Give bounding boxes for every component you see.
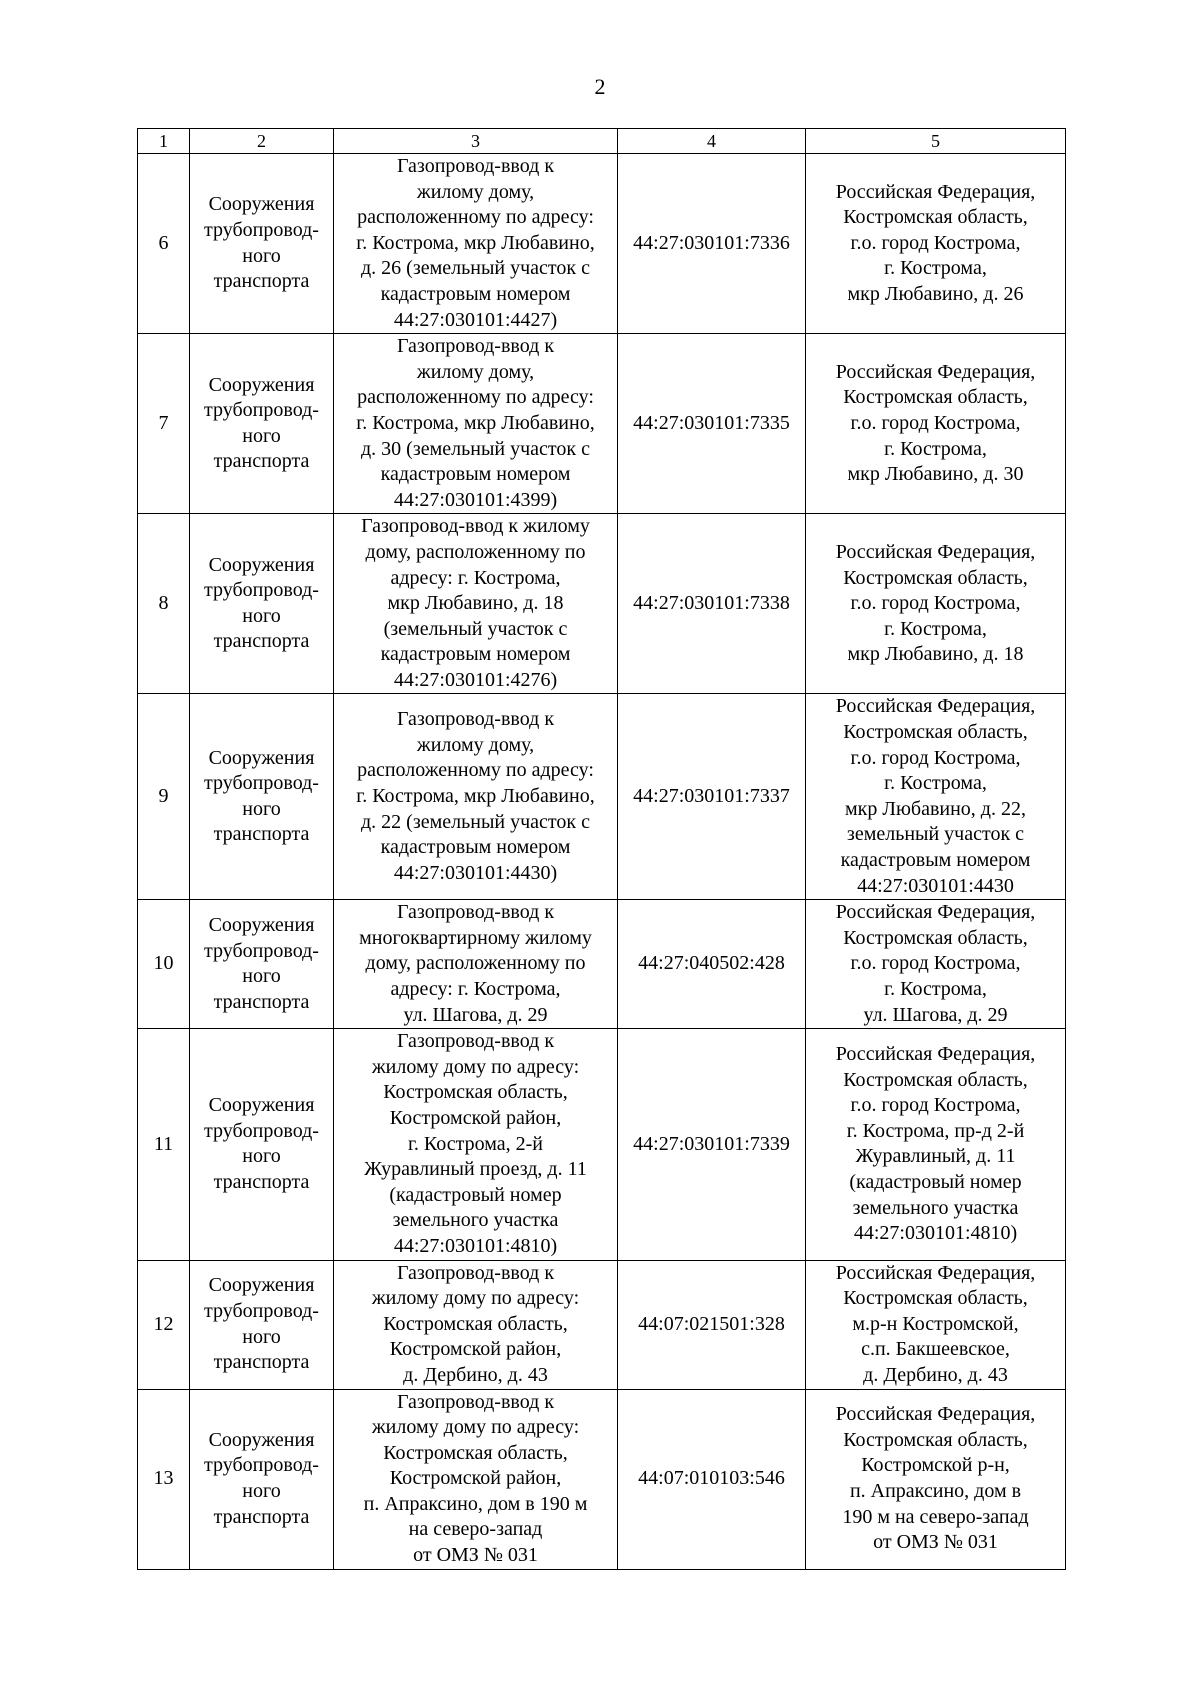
table-row	[138, 154, 1066, 334]
object-type-cell: Сооружения трубопровод- ного транспорта	[190, 154, 334, 334]
cadastral-number-cell: 44:27:030101:7336	[618, 154, 806, 334]
object-description-cell: Газопровод-ввод к жилому дому по адресу: Костромская область, Костромской район, г. Кострома, 2-й Журавлиный проезд, д. 11 (кадастровый номер земельного участка 44:27:030101:4810)	[334, 1029, 618, 1260]
table-row	[138, 514, 1066, 694]
row-number-cell: 7	[138, 334, 190, 514]
object-type-cell: Сооружения трубопровод- ного транспорта	[190, 514, 334, 694]
object-address-cell: Российская Федерация, Костромская область, Костромской р-н, п. Апраксино, дом в 190 м на северо-запад от ОМЗ № 031	[806, 1389, 1066, 1569]
object-type-cell: Сооружения трубопровод- ного транспорта	[190, 1260, 334, 1389]
object-description-cell: Газопровод-ввод к жилому дому по адресу: Костромская область, Костромской район, д. Дербино, д. 43	[334, 1260, 618, 1389]
object-address-cell: Российская Федерация, Костромская область, г.о. город Кострома, г. Кострома, мкр Любавино, д. 18	[806, 514, 1066, 694]
row-number-cell: 13	[138, 1389, 190, 1569]
object-address-cell: Российская Федерация, Костромская область, г.о. город Кострома, г. Кострома, мкр Любавино, д. 22, земельный участок с кадастровым номером 44:27:030101:4430	[806, 694, 1066, 900]
table-row	[138, 334, 1066, 514]
object-type-cell: Сооружения трубопровод- ного транспорта	[190, 334, 334, 514]
column-number: 4	[618, 129, 806, 154]
table-row	[138, 694, 1066, 900]
column-number: 3	[334, 129, 618, 154]
object-description-cell: Газопровод-ввод к жилому дому, расположенному по адресу: г. Кострома, мкр Любавино, д. 30 (земельный участок с кадастровым номером 44:27:030101:4399)	[334, 334, 618, 514]
table-row	[138, 1389, 1066, 1569]
object-description-cell: Газопровод-ввод к жилому дому, расположенному по адресу: г. Кострома, мкр Любавино, д. 18 (земельный участок с кадастровым номером 44:27:030101:4276)	[334, 514, 618, 694]
object-type-cell: Сооружения трубопровод- ного транспорта	[190, 1029, 334, 1260]
cadastral-number-cell: 44:27:030101:7337	[618, 694, 806, 900]
object-type-cell: Сооружения трубопровод- ного транспорта	[190, 900, 334, 1029]
object-description-cell: Газопровод-ввод к жилому дому по адресу: Костромская область, Костромской район, п. Апраксино, дом в 190 м на северо-запад от ОМЗ № 031	[334, 1389, 618, 1569]
object-address-cell: Российская Федерация, Костромская область, м.р-н Костромской, с.п. Бакшеевское, д. Дербино, д. 43	[806, 1260, 1066, 1389]
cadastral-number-cell: 44:07:021501:328	[618, 1260, 806, 1389]
object-address-cell: Российская Федерация, Костромская область, г.о. город Кострома, г. Кострома, пр-д 2-й Журавлиный, д. 11 (кадастровый номер земельного участка 44:27:030101:4810)	[806, 1029, 1066, 1260]
cadastral-number-cell: 44:27:030101:7338	[618, 514, 806, 694]
row-number-cell: 9	[138, 694, 190, 900]
object-description-cell: Газопровод-ввод к многоквартирному жилому дому, расположенному по адресу: г. Кострома, ул. Шагова, д. 29	[334, 900, 618, 1029]
row-number-cell: 6	[138, 154, 190, 334]
object-address-cell: Российская Федерация, Костромская область, г.о. город Кострома, г. Кострома, мкр Любавино, д. 26	[806, 154, 1066, 334]
cadastral-number-cell: 44:27:030101:7339	[618, 1029, 806, 1260]
cadastral-number-cell: 44:27:040502:428	[618, 900, 806, 1029]
object-type-cell: Сооружения трубопровод- ного транспорта	[190, 694, 334, 900]
object-description-cell: Газопровод-ввод к жилому дому, расположенному по адресу: г. Кострома, мкр Любавино, д. 26 (земельный участок с кадастровым номером 44:27:030101:4427)	[334, 154, 618, 334]
table-row	[138, 1260, 1066, 1389]
cadastral-number-cell: 44:07:010103:546	[618, 1389, 806, 1569]
table-row	[138, 1029, 1066, 1260]
object-address-cell: Российская Федерация, Костромская область, г.о. город Кострома, г. Кострома, мкр Любавино, д. 30	[806, 334, 1066, 514]
row-number-cell: 11	[138, 1029, 190, 1260]
table-row	[138, 900, 1066, 1029]
registry-table	[137, 128, 1066, 1570]
object-address-cell: Российская Федерация, Костромская область, г.о. город Кострома, г. Кострома, ул. Шагова, д. 29	[806, 900, 1066, 1029]
column-number-row	[138, 129, 1066, 154]
row-number-cell: 8	[138, 514, 190, 694]
object-type-cell: Сооружения трубопровод- ного транспорта	[190, 1389, 334, 1569]
column-number: 2	[190, 129, 334, 154]
page-number: 2	[594, 74, 606, 99]
row-number-cell: 12	[138, 1260, 190, 1389]
column-number: 1	[138, 129, 190, 154]
row-number-cell: 10	[138, 900, 190, 1029]
object-description-cell: Газопровод-ввод к жилому дому, расположенному по адресу: г. Кострома, мкр Любавино, д. 22 (земельный участок с кадастровым номером 44:27:030101:4430)	[334, 694, 618, 900]
cadastral-number-cell: 44:27:030101:7335	[618, 334, 806, 514]
column-number: 5	[806, 129, 1066, 154]
